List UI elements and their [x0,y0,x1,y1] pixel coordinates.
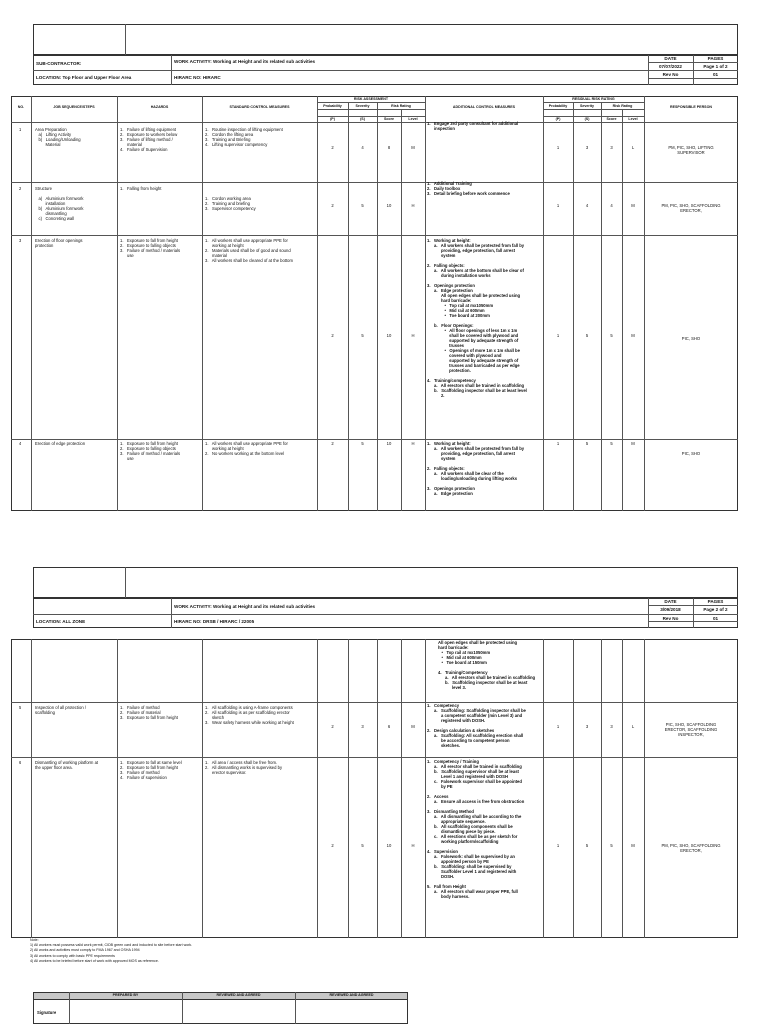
row2-no: 2 [19,186,22,191]
row1-rs: 3 [585,145,589,150]
row2-rscore: 4 [610,203,613,208]
col-rs: (S) [584,117,590,121]
row5-additional: 1. Competency a. Scaffolding: Scaffolding inspector shall be a competent scaffolder (min Level 3) and registered with DOSH. 2. Design calculation & sketches a. Scaffolding: All scaffolding erection shall be according to competent person sketches. [427,703,526,748]
row3-level: H [411,333,415,338]
note-item: 3) All workers to comply with basic PPE requirements [30,953,115,958]
row1-job: Area Preparation a) Lifting Activity b) Loading/Unloading Material [35,127,81,147]
row4-rs: 5 [585,441,589,446]
col-responsible: RESPONSIBLE PERSON [670,105,712,109]
col-sev: Severity [355,104,370,108]
row1-rscore: 3 [610,145,613,150]
row2-std: 1. Cordon working area 2. Training and briefing 3. Supervisor competency [205,196,256,211]
header-info-2 [33,598,738,628]
row5-rs: 3 [585,724,589,729]
row5-score: 6 [387,724,391,729]
col-additional: ADDITIONAL CONTROL MEASURES [452,105,516,109]
row3-rscore: 5 [610,333,613,338]
cont-additional: All open edges shall be protected using hard barricade: • Top rail at mx1050mm • Mid rail at 600mm • Toe board at 150mm 4. Training/Competency a. All erectors shall be trained in scaffolding b. Scaffolding inspector shall be at least level 3. [438,640,536,690]
row6-responsible: PM, PIC, SHO, SCAFFOLDING ERECTOR, [661,843,721,853]
row4-rscore: 5 [610,441,613,446]
row5-rp: 1 [556,724,560,729]
reviewed-header-1: REVIEWED AND AGREED [216,993,261,997]
row3-rp: 1 [556,333,560,338]
row4-hazards: 1. Exposure to fall from height 2. Exposure to falling objects 3. Failure of method / materials use [120,441,181,461]
date-label-2: DATE [664,599,677,604]
row1-std: 1. Routine inspection of lifting equipment 2. Cordon the lifting area 3. Training and Briefing 4. Lifting supervisor competency [205,127,283,147]
col-rprob: Probability [548,104,568,108]
row5-std: 1. All scaffolding is using A-frame components 2. All scaffolding is as per scaffolding erector sketch 3. Wear safety harness while working at height [205,705,294,725]
row2-rs: 4 [585,203,589,208]
row6-rlevel: M [631,843,635,848]
col-job: JOB SEQUENCE/STEPS [53,105,95,109]
row6-score: 10 [386,843,392,848]
col-rlevel: Level [628,117,638,121]
date-label: DATE [664,56,677,61]
row2-responsible: PM, PIC, SHO, SCAFFOLDING ERECTOR, [661,203,721,213]
row5-job: Inspection of all protection / scaffolding [35,705,86,715]
note-item: 2) All works and activities must comply to FMA 1967 and OSHA 1994 [30,948,140,953]
row3-additional: 1. Working at height: a. All workers shall be protected from fall by providing, edge protection, fall arrest system 2. Falling objects: a. All workers at the bottom shall be clear of during installation works 3. Openings protection a. Edge protection All open edges shall be protected using hard barricade: • Top rail at mx1050mm • Mid rail at 600mm • Toe board at 200mm b. Floor Openings: • All floor openings of less 1m x 1m shall be covered with plywood and supported by adequate strength of trusses • Openings of more 1m x 1m shall be covered with plywood and supported by adequate strength of trusses and barricaded as per edge protection. 4. Training/competency a. All erectors shall be trained in scaffolding b. Scaffolding inspector shall be at least level 2. [427,238,527,398]
row2-rlevel: M [631,203,635,208]
col-std: STANDARD CONTROL MEASURES [229,105,290,109]
row2-score: 10 [386,203,392,208]
row1-level: M [411,145,415,150]
row4-no: 4 [19,441,22,446]
reviewed-header-2: REVIEWED AND AGREED [329,993,374,997]
row6-rp: 1 [556,843,560,848]
location: LOCATION: Top Floor and Upper Floor Area [36,75,132,80]
row4-score: 10 [386,441,392,446]
row2-p: 2 [331,203,334,208]
signature-label: Signature [37,1010,57,1015]
row5-p: 2 [331,724,334,729]
rev-label-2: Rev No [662,616,679,621]
pages-label-2: PAGES [707,599,724,604]
row6-p: 2 [331,843,334,848]
col-score: Score [384,117,394,121]
row5-s: 3 [361,724,364,729]
note-heading: Note: [30,938,39,942]
rev-label: Rev No [662,72,679,77]
row6-additional: 1. Competency / Training a. All erector shall be trained in scaffolding b. Scaffolding supervisor shall be at least Level 1 and registered with DOSH c. Falsework supervisor shall be appointed by PE 2. Access a. Ensure all access is free from obstruction 3. Dismantling Method a. All dismantling shall be according to the appropriate sequence. b. All scaffolding components shall be dismantling piece by piece. c. All erections shall be as per sketch for working platform/scaffolding 4. Supervision a. Falsework: shall be supervised by an appointed person by PE b. Scaffolding: shall be supervised by Scaffolder Level 1 and registered with DOSH. 5. Fall from Height a. All erectors shall wear proper PPE, full body harness. [427,759,525,899]
row5-responsible: PIC, SHO, SCAFFOLDING ERECTOR, SCAFFOLDING INSPECTOR, [664,722,718,737]
location-2: LOCATION: ALL ZONE [36,619,86,624]
row1-additional: 1. Engage 3rd party consultant for additional inspection [427,121,519,131]
row1-hazards: 1. Failure of lifting equipment 2. Exposure to workers below 3. Failure of lifting method / material 4. Failure of Supervision [120,127,178,152]
work-activity: WORK ACTIVITY: Working at Height and its related sub activities [174,59,316,64]
row3-s: 5 [361,333,364,338]
row6-rscore: 5 [610,843,613,848]
row4-additional: 1. Working at height: a. All workers shall be protected from fall by providing, edge protection, fall arrest system 2. Falling objects: a. All workers shall be clear of the loading/unloading during lifting works 3. Openings protection a. Edge protection [427,441,525,496]
hirarc-no: HIRARC NO: HIRARC [174,75,221,80]
date-value-2: 3/09/2018 [660,607,681,612]
row1-responsible: PM, PIC, SHO, LIFTING SUPERVISOR [668,145,714,155]
row3-job: Erection of floor openings protection [35,238,83,248]
hirarc-no-2: HIRARC NO: DRSB / HIRARC / 22005 [174,619,255,624]
col-prob: Probability [323,104,342,108]
row6-hazards: 1. Exposure to fall at same level 2. Exposure to fall from height 3. Failure of method 4. Failure of supervision [120,760,182,780]
row2-level: H [411,203,415,208]
logo-box-2 [33,567,738,598]
row4-rp: 1 [556,441,560,446]
row4-s: 5 [361,441,364,446]
row4-p: 2 [331,441,334,446]
pages-label: PAGES [707,56,724,61]
col-rsev: Severity [580,104,594,108]
row3-std: 1. All workers shall use appropriate PPE for working at height 2. Materials used shall be of good and sound material 3. All workers shall be cleared of at the bottom [205,238,293,263]
col-no: NO. [17,105,25,109]
row5-level: M [411,724,415,729]
row1-no: 1 [19,127,22,132]
row5-no: 5 [19,705,22,710]
row6-s: 5 [361,843,364,848]
row4-rlevel: M [631,441,635,446]
row6-no: 6 [19,760,22,765]
work-activity-2: WORK ACTIVITY: Working at Height and its related sub activities [174,604,316,609]
row4-std: 1. All workers shall use appropriate PPE for working at height 2. No workers working at the bottom level [205,441,288,456]
row1-p: 2 [331,145,334,150]
row2-s: 5 [361,203,364,208]
pages-value-2: Page 2 of 2 [703,607,728,612]
row3-rs: 5 [585,333,589,338]
prepared-by-header: PREPARED BY [112,993,139,997]
col-hazards: HAZARDS [150,105,169,109]
rev-value-2: 01 [712,616,719,621]
row3-rlevel: M [631,333,635,338]
row1-rlevel: L [631,145,635,150]
row4-level: H [411,441,415,446]
row6-level: H [411,843,415,848]
note-item: 1) All workers must possess valid work permit, CIDB green card and inducted to site before start work. [30,943,193,948]
row5-hazards: 1. Failure of method 2. Failure of material 3. Exposure to fall from height [120,705,178,720]
rev-value: 01 [712,72,719,77]
row4-job: Erection of edge protection [35,441,86,446]
row1-rp: 1 [556,145,560,150]
row3-p: 2 [331,333,334,338]
row1-score: 8 [387,145,391,150]
row2-job: Structure a) Aluminium formwork installation b) Aluminium formwork dismantling c) Concreting wall [35,186,84,221]
row6-job: Dismantling of working platform at the upper floor area. [35,760,99,770]
hirarc-table-2 [11,639,738,938]
col-risk: RISK ASSESSMENT [353,97,389,101]
row2-hazards: 1. Falling from height [120,186,162,191]
col-rscore: Score [606,117,617,121]
row6-rs: 5 [585,843,589,848]
col-rp: (P) [555,117,561,121]
row2-additional: 1. Additional Training 2. Daily toolbox 3. Detail briefing before work commence [427,181,510,196]
date-value: 07/07/2022 [659,64,682,69]
col-p: (P) [330,117,335,121]
row6-std: 1. All area / access shall be free from. 2. All dismantling works is supervised by erector supervisor. [205,760,283,775]
row1-s: 4 [361,145,364,150]
row3-hazards: 1. Exposure to fall from height 2. Exposure to falling objects 3. Failure of method / materials use [120,238,181,258]
row4-responsible: PIC, SHO [681,451,701,456]
row5-rlevel: L [631,724,635,729]
row5-rscore: 3 [610,724,613,729]
sub-contractor-label: SUB-CONTRACTOR: [36,61,82,66]
notes [30,938,430,964]
col-level: Level [408,117,418,121]
row2-rp: 1 [556,203,560,208]
col-rrating: Risk Rating [612,104,633,108]
col-rating: Risk Rating [391,104,411,108]
row3-score: 10 [386,333,392,338]
row3-responsible: PIC, SHO [681,336,701,341]
note-item: 4) All workers to be briefed before start of work with approved MOS as reference. [30,958,159,963]
col-s: (S) [360,117,365,121]
row3-no: 3 [19,238,22,243]
pages-value: Page 1 of 2 [703,64,728,69]
col-residual: RESIDUAL RISK RATING [572,97,615,101]
